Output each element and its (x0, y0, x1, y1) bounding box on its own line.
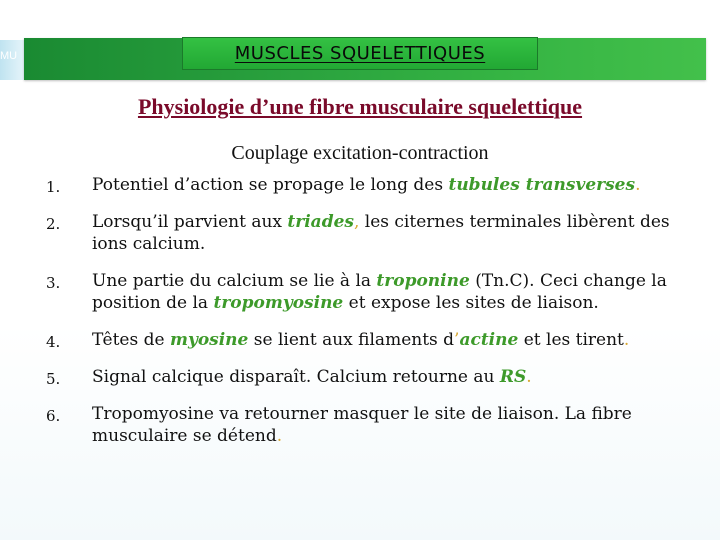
item-punct: ’ (454, 330, 460, 350)
highlight-term: tropomyosine (213, 293, 344, 313)
item-text-part: Signal calcique disparaît. Calcium retourne au (92, 367, 500, 387)
item-text-part: Tropomyosine va retourner masquer le site de liaison. La fibre musculaire se détend (92, 404, 632, 446)
highlight-term: troponine (376, 271, 470, 291)
item-text-part: (Tn.C). Ceci change la position de la (92, 271, 667, 313)
item-text (92, 366, 532, 388)
section-heading: Couplage excitation-contraction (231, 142, 489, 164)
item-text (92, 211, 696, 255)
item-text (92, 403, 696, 447)
item-text (92, 270, 696, 314)
list-item (46, 174, 696, 196)
item-number: 6. (46, 407, 61, 425)
list-item (46, 270, 696, 314)
item-end-mark: . (526, 367, 532, 387)
item-number: 5. (46, 370, 61, 388)
subtitle: Physiologie d’une fibre musculaire squelettique (137, 94, 583, 119)
list-item (46, 366, 696, 388)
list-item (46, 403, 696, 447)
item-text-part: Une partie du calcium se lie à la (92, 271, 377, 291)
item-text-part: se lient aux filaments d (248, 330, 455, 350)
item-text (92, 174, 640, 196)
highlight-term: RS (499, 367, 527, 387)
item-number: 2. (46, 215, 61, 233)
item-end-mark: . (635, 175, 641, 195)
item-text (92, 329, 629, 351)
item-number: 3. (46, 274, 61, 292)
highlight-term: actine (459, 330, 519, 350)
item-end-mark: . (276, 426, 283, 446)
item-text-part: Lorsqu’il parvient aux (92, 212, 288, 232)
highlight-term: triades (287, 212, 354, 232)
list-item (46, 211, 696, 255)
title-box (182, 37, 538, 70)
side-label: MU (0, 50, 18, 62)
highlight-term: myosine (169, 330, 249, 350)
item-number: 1. (46, 178, 61, 196)
list-item (46, 329, 696, 351)
item-text-part: Têtes de (92, 330, 170, 350)
item-number: 4. (46, 333, 61, 351)
item-punct: , (353, 212, 360, 232)
item-text-part: et expose les sites de liaison. (343, 293, 599, 313)
steps-list (46, 174, 696, 447)
item-end-mark: . (623, 330, 630, 350)
item-text-part: les citernes terminales libèrent des ions calcium. (92, 212, 670, 254)
page-title: MUSCLES SQUELETTIQUES (234, 43, 486, 64)
highlight-term: tubules transverses (448, 175, 636, 195)
item-text-part: Potentiel d’action se propage le long des (92, 175, 449, 195)
item-text-part: et les tirent (518, 330, 624, 350)
